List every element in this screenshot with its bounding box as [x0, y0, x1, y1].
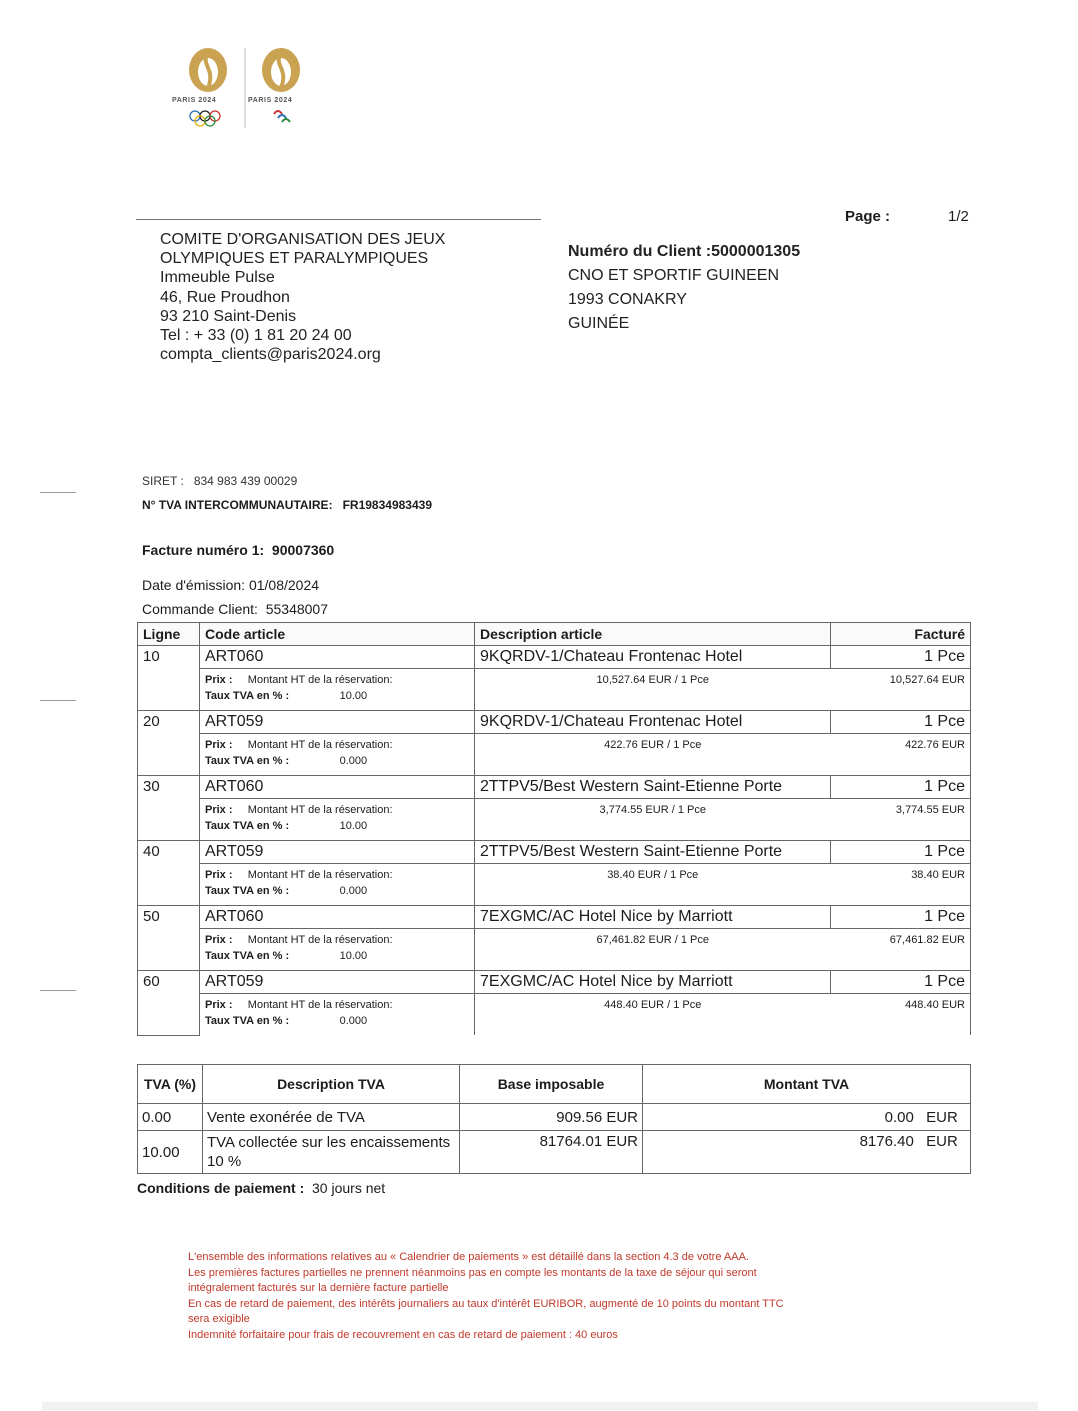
- article-code: ART060: [200, 776, 475, 799]
- unit-price: 422.76 EUR / 1 Pce: [604, 739, 702, 751]
- sender-line: 46, Rue Proudhon: [160, 288, 290, 306]
- price-label: Prix :: [205, 739, 233, 751]
- table-header-row: [138, 623, 971, 646]
- sender-email: compta_clients@paris2024.org: [160, 346, 381, 364]
- tva-rate: 0.000: [339, 885, 368, 897]
- client-number-label: Numéro du Client :: [568, 243, 712, 260]
- tva-intra-value: FR19834983439: [342, 498, 432, 512]
- price-row: [205, 997, 469, 1013]
- line-amount: 38.40 EUR: [831, 864, 971, 906]
- emission-date: 01/08/2024: [248, 577, 320, 593]
- price-row: [205, 932, 469, 948]
- tva-rate: 0.000: [339, 755, 368, 767]
- price-detail-labels: [200, 994, 475, 1036]
- line-number: 30: [138, 776, 200, 841]
- tva-rate-label: Taux TVA en % :: [205, 950, 290, 962]
- tva-rate-row: [205, 1013, 469, 1029]
- reservation-label: Montant HT de la réservation:: [247, 804, 393, 816]
- tva-rate-label: Taux TVA en % :: [205, 690, 290, 702]
- paris-2024-logo: [168, 44, 320, 136]
- tva-intra-row: [142, 498, 432, 512]
- table-row-detail: [138, 799, 971, 841]
- table-row: [138, 971, 971, 994]
- article-description: 9KQRDV-1/Chateau Frontenac Hotel: [475, 646, 831, 669]
- article-description: 2TTPV5/Best Western Saint-Etienne Porte: [475, 776, 831, 799]
- vat-amount: 0.00: [884, 1108, 914, 1126]
- legal-note: Les premières factures partielles ne prennent néanmoins pas en compte les montants de la taxe de séjour qui seront: [188, 1266, 757, 1279]
- line-amount: 422.76 EUR: [831, 734, 971, 776]
- unit-price: 3,774.55 EUR / 1 Pce: [599, 804, 706, 816]
- header-rule: [136, 219, 541, 220]
- price-detail-labels: [200, 734, 475, 776]
- client-number: 5000001305: [711, 243, 801, 260]
- vat-rate: 0.00: [138, 1104, 203, 1131]
- vat-amount-cell: [643, 1131, 971, 1174]
- reservation-label: Montant HT de la réservation:: [247, 674, 393, 686]
- table-row: [138, 646, 971, 669]
- payment-terms: [137, 1180, 385, 1196]
- sender-address: [160, 230, 445, 364]
- vat-amount: 8176.40: [859, 1133, 914, 1150]
- vat-header-base: Base imposable: [460, 1065, 643, 1104]
- table-row: [138, 1131, 971, 1174]
- order-number: 55348007: [265, 601, 329, 617]
- siret-row: [142, 474, 297, 488]
- table-row: [138, 841, 971, 864]
- table-row-detail: [138, 734, 971, 776]
- unit-price: 10,527.64 EUR / 1 Pce: [596, 674, 709, 686]
- vat-summary-table: [137, 1064, 971, 1174]
- invoice-number: 90007360: [271, 542, 335, 558]
- line-amount: 3,774.55 EUR: [831, 799, 971, 841]
- legal-note: sera exigible: [188, 1313, 250, 1325]
- article-code: ART059: [200, 711, 475, 734]
- tva-rate-row: [205, 688, 469, 704]
- price-label: Prix :: [205, 869, 233, 881]
- table-row: [138, 906, 971, 929]
- article-description: 9KQRDV-1/Chateau Frontenac Hotel: [475, 711, 831, 734]
- vat-description: TVA collectée sur les encaissements 10 %: [203, 1131, 460, 1174]
- price-row: [205, 802, 469, 818]
- client-line: GUINÉE: [568, 315, 630, 332]
- price-label: Prix :: [205, 934, 233, 946]
- line-number: 50: [138, 906, 200, 971]
- order-row: [142, 601, 328, 617]
- vat-amount-cell: [643, 1104, 971, 1131]
- invoice-lines-body: [138, 646, 971, 1036]
- client-line: 1993 CONAKRY: [568, 291, 687, 308]
- table-row: [138, 776, 971, 799]
- col-header-invoiced: Facturé: [831, 623, 971, 646]
- reservation-label: Montant HT de la réservation:: [247, 739, 393, 751]
- price-detail-labels: [200, 929, 475, 971]
- legal-note: intégralement facturés sur la dernière facture partielle: [188, 1282, 449, 1294]
- table-header-row: [138, 1065, 971, 1104]
- table-row: [138, 711, 971, 734]
- page-label: Page :: [845, 208, 891, 225]
- invoiced-quantity: 1 Pce: [831, 776, 971, 799]
- tva-rate: 10.00: [339, 950, 368, 962]
- article-description: 7EXGMC/AC Hotel Nice by Marriott: [475, 906, 831, 929]
- table-row-detail: [138, 669, 971, 711]
- invoice-number-label: Facture numéro 1:: [142, 542, 265, 558]
- article-code: ART060: [200, 906, 475, 929]
- line-number: 40: [138, 841, 200, 906]
- tva-rate-label: Taux TVA en % :: [205, 1015, 290, 1027]
- legal-note: En cas de retard de paiement, des intérêts journaliers au taux d'intérêt EURIBOR, augmenté de 10 points du montant TTC: [188, 1297, 784, 1310]
- price-row: [205, 737, 469, 753]
- price-row: [205, 867, 469, 883]
- margin-mark: [40, 492, 76, 493]
- invoiced-quantity: 1 Pce: [831, 906, 971, 929]
- article-description: 2TTPV5/Best Western Saint-Etienne Porte: [475, 841, 831, 864]
- table-row-detail: [138, 864, 971, 906]
- invoice-lines-table: [137, 622, 971, 1036]
- price-row: [205, 672, 469, 688]
- sender-line: COMITE D'ORGANISATION DES JEUX: [160, 231, 446, 248]
- line-number: 10: [138, 646, 200, 711]
- siret-label: SIRET :: [142, 474, 184, 488]
- unit-price: 67,461.82 EUR / 1 Pce: [596, 934, 709, 946]
- vat-base: 909.56 EUR: [460, 1104, 643, 1131]
- margin-mark: [40, 700, 76, 701]
- olympic-paralympic-emblem-icon: [168, 44, 320, 136]
- legal-notes: [188, 1250, 928, 1343]
- tva-rate: 10.00: [339, 820, 368, 832]
- tva-rate-row: [205, 883, 469, 899]
- col-header-code: Code article: [200, 623, 475, 646]
- vat-currency: EUR: [926, 1108, 958, 1126]
- tva-intra-label: N° TVA INTERCOMMUNAUTAIRE:: [142, 498, 333, 512]
- price-label: Prix :: [205, 804, 233, 816]
- invoiced-quantity: 1 Pce: [831, 711, 971, 734]
- emission-date-row: [142, 577, 319, 593]
- tva-rate-row: [205, 818, 469, 834]
- tva-rate-row: [205, 753, 469, 769]
- table-row-detail: [138, 929, 971, 971]
- vat-base: 81764.01 EUR: [460, 1131, 643, 1174]
- vat-rate: 10.00: [138, 1131, 203, 1174]
- price-detail-labels: [200, 864, 475, 906]
- invoice-number-row: [142, 542, 334, 558]
- article-code: ART059: [200, 841, 475, 864]
- logo-right-label: PARIS 2024: [248, 97, 293, 104]
- line-amount: 67,461.82 EUR: [831, 929, 971, 971]
- article-code: ART059: [200, 971, 475, 994]
- unit-price: 448.40 EUR / 1 Pce: [604, 999, 702, 1011]
- line-number: 20: [138, 711, 200, 776]
- reservation-label: Montant HT de la réservation:: [247, 999, 393, 1011]
- table-row: [138, 1104, 971, 1131]
- order-label: Commande Client:: [142, 601, 258, 617]
- invoiced-quantity: 1 Pce: [831, 971, 971, 994]
- tva-rate-label: Taux TVA en % :: [205, 885, 290, 897]
- legal-note: Indemnité forfaitaire pour frais de recouvrement en cas de retard de paiement : 40 euros: [188, 1328, 618, 1341]
- client-number-row: [568, 240, 800, 264]
- sender-line: 93 210 Saint-Denis: [160, 307, 297, 325]
- vat-currency: EUR: [926, 1133, 958, 1150]
- payment-terms-label: Conditions de paiement :: [137, 1180, 305, 1196]
- vat-header-rate: TVA (%): [138, 1065, 203, 1104]
- reservation-label: Montant HT de la réservation:: [247, 869, 393, 881]
- client-line: CNO ET SPORTIF GUINEEN: [568, 267, 779, 284]
- emission-label: Date d'émission:: [142, 577, 246, 593]
- sender-line: Tel : + 33 (0) 1 81 20 24 00: [160, 327, 352, 345]
- line-amount: 448.40 EUR: [831, 994, 971, 1036]
- col-header-line: Ligne: [138, 623, 200, 646]
- vat-description: Vente exonérée de TVA: [203, 1104, 460, 1131]
- logo-left-label: PARIS 2024: [172, 97, 217, 104]
- tva-rate: 10.00: [339, 690, 368, 702]
- article-description: 7EXGMC/AC Hotel Nice by Marriott: [475, 971, 831, 994]
- siret-value: 834 983 439 00029: [193, 474, 298, 488]
- page-bottom-edge: [42, 1402, 1038, 1410]
- sender-line: Immeuble Pulse: [160, 269, 275, 287]
- price-label: Prix :: [205, 999, 233, 1011]
- line-amount: 10,527.64 EUR: [831, 669, 971, 711]
- article-code: ART060: [200, 646, 475, 669]
- unit-price: 38.40 EUR / 1 Pce: [607, 869, 699, 881]
- sender-line: OLYMPIQUES ET PARALYMPIQUES: [160, 250, 429, 268]
- reservation-label: Montant HT de la réservation:: [247, 934, 393, 946]
- tva-rate: 0.000: [339, 1015, 368, 1027]
- tva-rate-label: Taux TVA en % :: [205, 755, 290, 767]
- invoiced-quantity: 1 Pce: [831, 841, 971, 864]
- payment-terms-value: 30 jours net: [312, 1180, 386, 1196]
- table-row-detail: [138, 994, 971, 1036]
- vat-header-amount: Montant TVA: [643, 1065, 971, 1104]
- tva-rate-row: [205, 948, 469, 964]
- tva-rate-label: Taux TVA en % :: [205, 820, 290, 832]
- legal-note: L'ensemble des informations relatives au « Calendrier de paiements » est détaillé dans la section 4.3 de votre AAA.: [188, 1251, 749, 1263]
- invoiced-quantity: 1 Pce: [831, 646, 971, 669]
- price-label: Prix :: [205, 674, 233, 686]
- col-header-description: Description article: [475, 623, 831, 646]
- line-number: 60: [138, 971, 200, 1036]
- vat-header-description: Description TVA: [203, 1065, 460, 1104]
- margin-mark: [40, 990, 76, 991]
- price-detail-labels: [200, 669, 475, 711]
- price-detail-labels: [200, 799, 475, 841]
- page-number: 1/2: [948, 208, 969, 225]
- client-address: [568, 240, 800, 336]
